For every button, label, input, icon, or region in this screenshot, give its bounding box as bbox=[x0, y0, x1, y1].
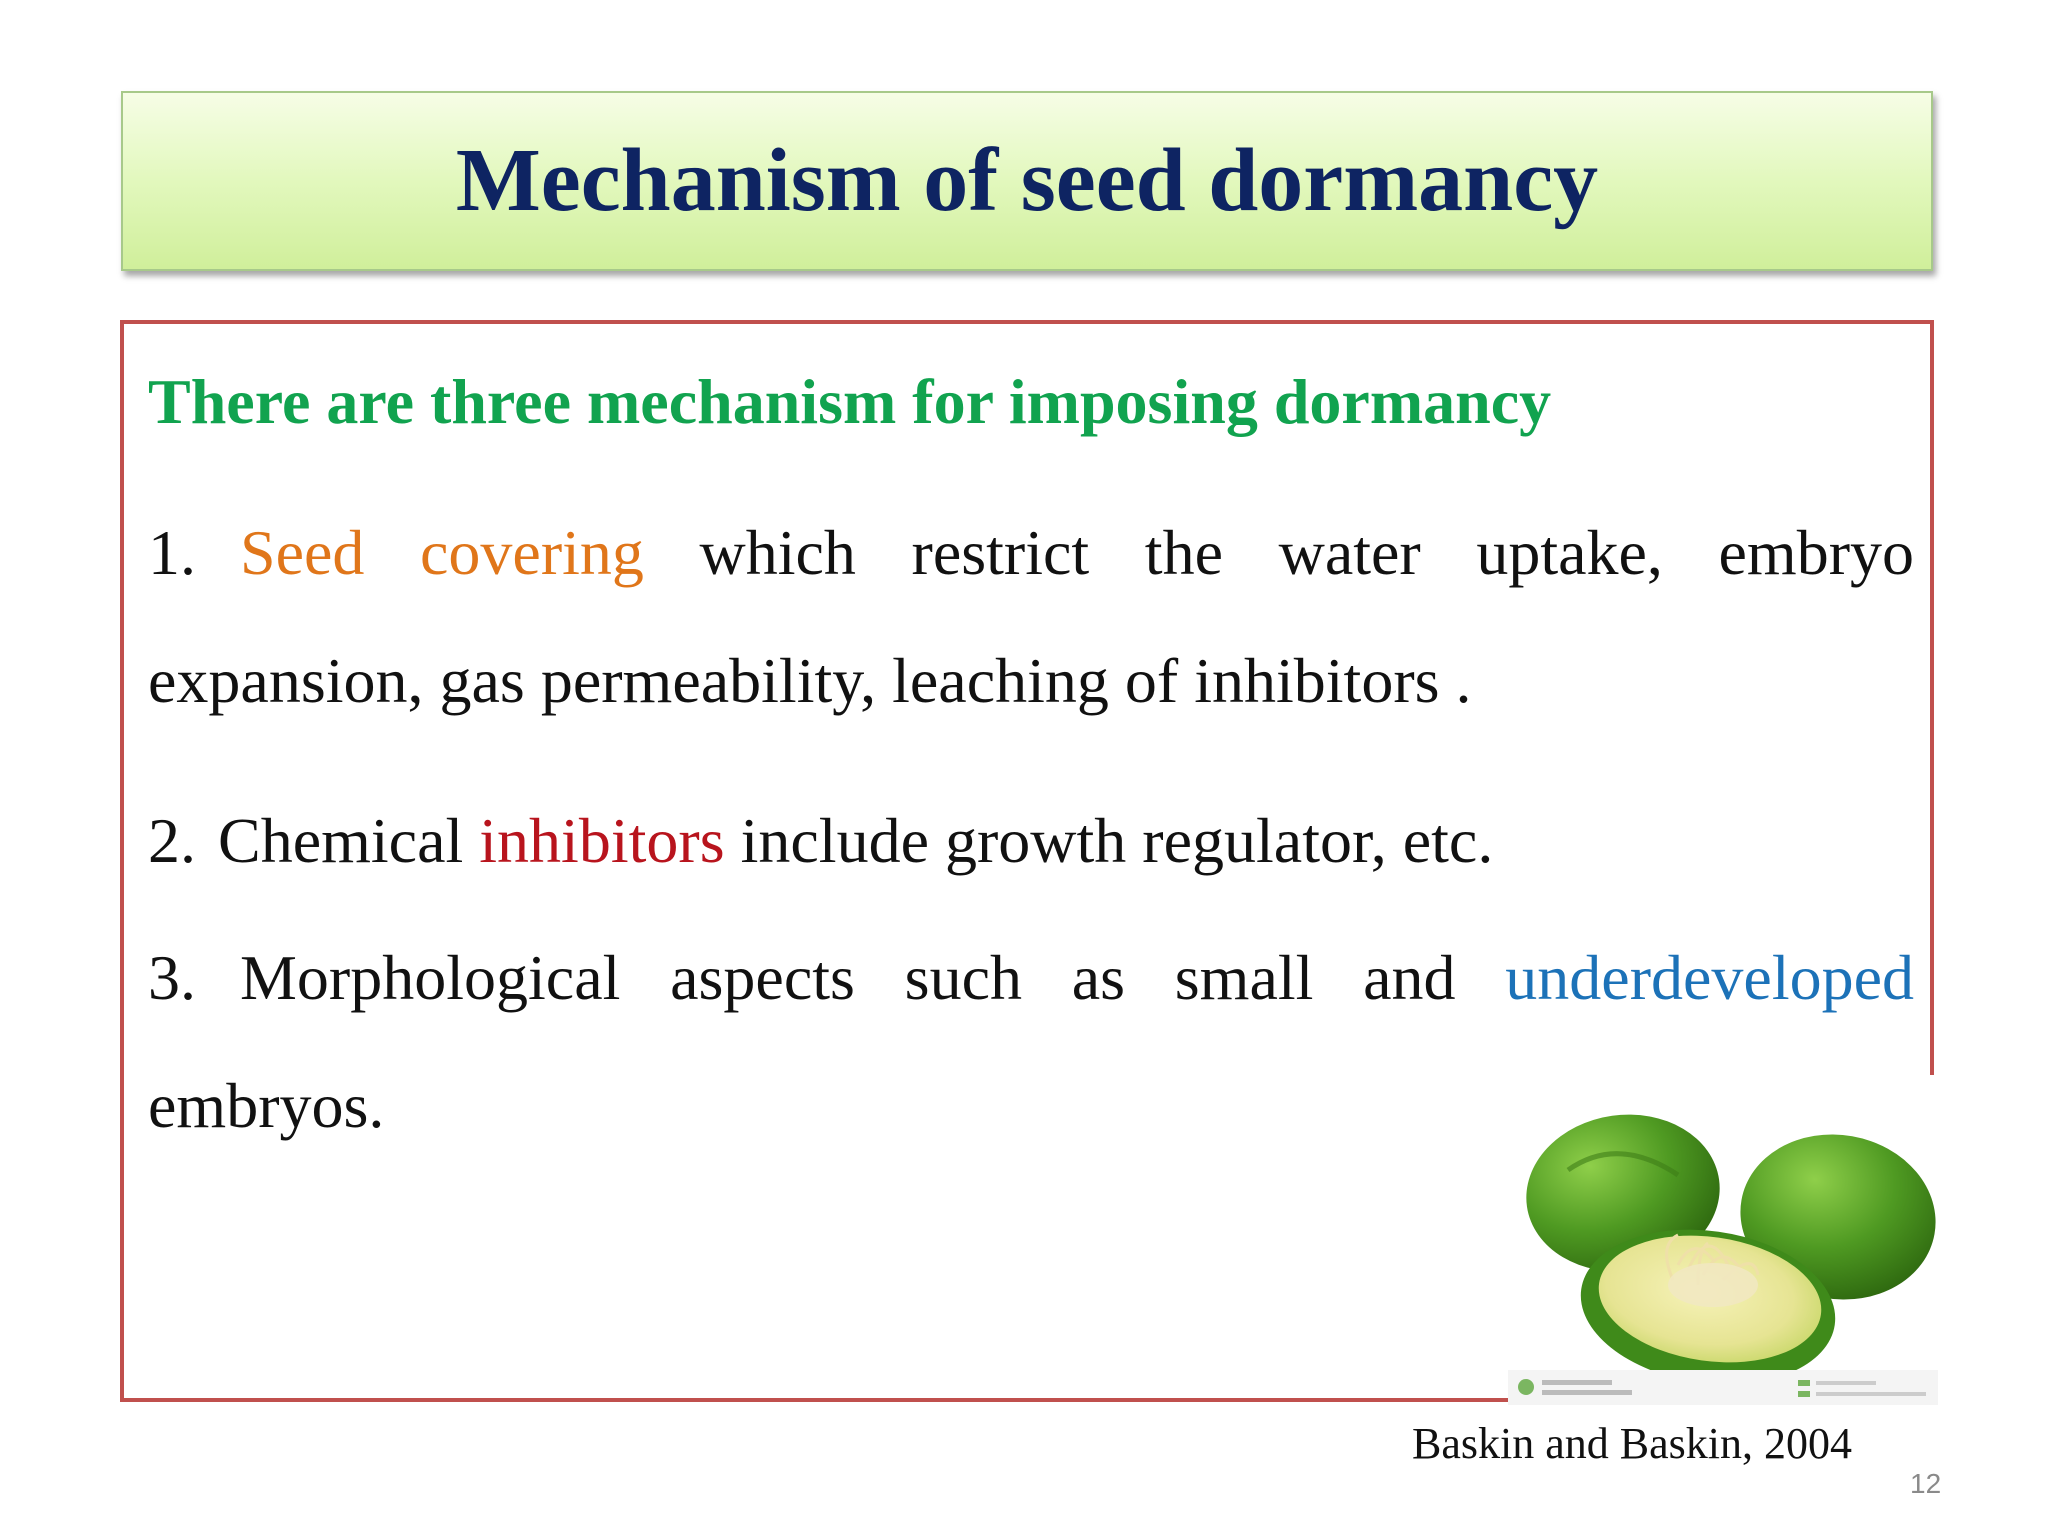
point-1-highlight: Seed covering bbox=[240, 517, 644, 588]
point-1-text: which restrict the water uptake, embryo expansion, gas permeability, leaching of inhibitors . bbox=[148, 517, 1915, 716]
point-3-highlight: underdeveloped bbox=[1505, 942, 1914, 1013]
slide-title: Mechanism of seed dormancy bbox=[455, 131, 1599, 230]
point-3-text: embryos. bbox=[148, 1070, 385, 1141]
point-3-number: 3. bbox=[148, 942, 196, 1013]
intro-text: There are three mechanism for imposing dormancy bbox=[148, 366, 1552, 437]
green-fruit-seed-image bbox=[1508, 1075, 1938, 1405]
point-1-number: 1. bbox=[148, 517, 196, 588]
source-citation: Baskin and Baskin, 2004 bbox=[1412, 1419, 1852, 1468]
point-2-before: Chemical bbox=[218, 805, 480, 876]
point-3-before: Morphological aspects such as small and bbox=[240, 942, 1506, 1013]
page-number: 12 bbox=[1910, 1468, 1942, 1499]
title-banner bbox=[121, 91, 1933, 271]
point-1 bbox=[148, 489, 1914, 745]
point-2-highlight: inhibitors bbox=[479, 805, 725, 876]
fruit-illustration bbox=[1508, 1075, 1938, 1405]
point-2 bbox=[148, 777, 1914, 905]
point-2-number: 2. bbox=[148, 805, 196, 876]
point-2-text: include growth regulator, etc. bbox=[724, 805, 1494, 876]
